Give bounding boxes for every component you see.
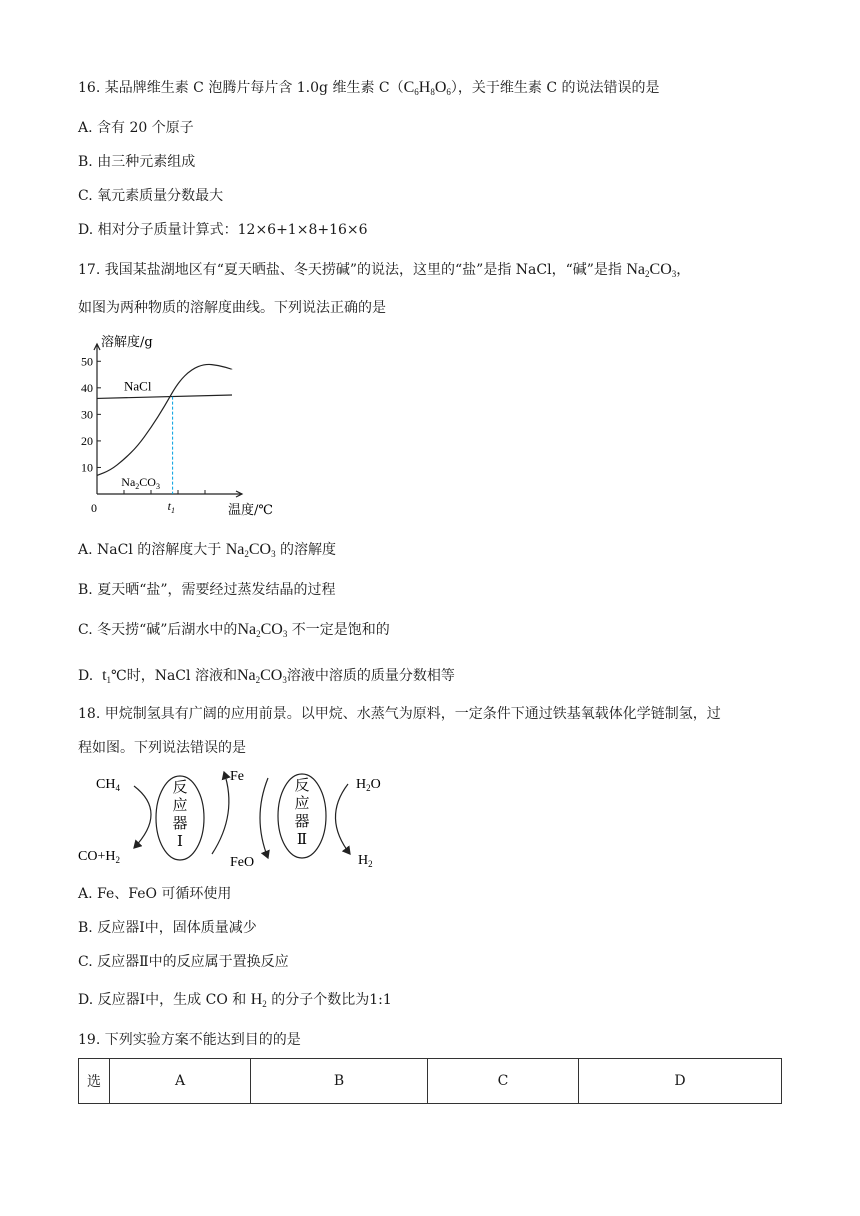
q18-stem-line1: 18. 甲烷制氢具有广阔的应用前景。以甲烷、水蒸气为原料，一定条件下通过铁基氧载体化学链制氢，过 [78,706,721,722]
q17-option-a-pre: A. NaCl 的溶解度大于 [78,542,222,558]
q16-stem-b: ），关于维生素 C 的说法错误的是 [450,80,660,96]
q18-option-a: A. Fe、FeO 可循环使用 [78,886,232,902]
q17-option-a-post: 的溶解度 [280,542,337,558]
arc-mid-bottom [260,778,268,858]
q17-stem-line1-a: 17. 我国某盐湖地区有“夏天晒盐、冬天捞碱”的说法，这里的“盐”是指 NaCl，“碱”是指 [78,262,622,278]
chart-labels [81,334,273,518]
q17-option-b: B. 夏天晒“盐”，需要经过蒸发结晶的过程 [78,582,336,598]
label-fe: Fe [230,769,244,784]
q16-option-b: B. 由三种元素组成 [78,154,196,170]
x-tick-label-sub: 1 [170,506,175,515]
label-ch4: $CH_4$ [96,777,120,793]
q17-option-c [78,620,390,644]
table-header-cell: C [428,1059,579,1104]
q18-option-c: C. 反应器Ⅱ中的反应属于置换反应 [78,954,289,970]
reactor-1-label [172,778,187,850]
series-label-part: CO [139,475,156,490]
series-label-na2co3: $Na_2CO_3$ [121,475,160,492]
chart-series [97,364,232,494]
solubility-chart [72,330,302,530]
series-nacl-line [97,395,232,398]
reactor-label-char: 反 [172,778,188,796]
y-tick-label: 20 [81,433,93,448]
chart-axes [94,344,242,497]
reactor-label-char: Ⅰ [177,832,183,850]
q19-stem: 19. 下列实验方案不能达到目的的是 [78,1032,301,1048]
table-header-cell: 选 [79,1059,110,1104]
q16-stem [78,78,660,102]
q18-stem-line2: 程如图。下列说法错误的是 [78,740,246,756]
reactor-label-char: 应 [172,796,188,814]
label-h2o: $H_2O$ [356,777,381,793]
q17-option-d [78,666,455,690]
x-axis-label: 温度/℃ [228,503,273,518]
q17-stem-line1-b: ， [676,262,691,278]
q18-option-d-formula: $H_2$ [250,991,267,1009]
q18-option-b: B. 反应器Ⅰ中，固体质量减少 [78,920,257,936]
series-label-sub: 2 [135,482,140,492]
q18-option-d-pre: D. 反应器Ⅰ中，生成 CO 和 [78,992,247,1008]
q17-option-a [78,540,336,564]
y-tick-label: 30 [81,407,93,422]
q17-option-d-mid: ℃时，NaCl 溶液和 [111,668,237,684]
reactor-label-char: 器 [172,814,188,832]
q17-stem-line2: 如图为两种物质的溶解度曲线。下列说法正确的是 [78,300,386,316]
table-header-cell: A [110,1059,251,1104]
table-header-cell: D [579,1059,782,1104]
label-ch4-sub: 4 [115,783,120,793]
q17-option-d-pre: D. [78,668,94,684]
q17-option-d-post: 溶液中溶质的质量分数相等 [286,668,455,684]
q17-option-c-formula: $Na_2CO_3$ [237,621,288,639]
table-row [79,1059,782,1104]
q16-option-c: C. 氧元素质量分数最大 [78,188,224,204]
series-label-sub: 3 [155,482,160,492]
reactor-2-label [294,776,309,848]
x-tick-label: 0 [91,501,97,515]
q16-option-a: A. 含有 20 个原子 [78,120,194,136]
arc-mid-top [212,772,229,854]
q18-option-d [78,990,392,1014]
y-tick-label: 10 [81,460,93,475]
series-na2co3-line [97,364,232,475]
arc-right [335,784,350,854]
q19-table [78,1058,782,1104]
q18-option-d-post: 的分子个数比为1:1 [271,992,392,1008]
y-axis-label: 溶解度/g [101,335,153,350]
q17-option-c-pre: C. 冬天捞“碱”后湖水中的 [78,622,238,638]
label-feo: FeO [230,855,255,870]
reactor-label-char: Ⅱ [296,830,308,848]
x-tick-label: $t_1$ [167,499,175,515]
q16-option-d: D. 相对分子质量计算式：12×6+1×8+16×6 [78,222,368,238]
series-label-nacl: NaCl [124,378,152,394]
q17-option-a-formula: $Na_2CO_3$ [225,541,276,559]
q17-stem-line1 [78,260,690,284]
q17-option-d-t1: $t_1$ [102,667,112,685]
y-tick-label: 50 [81,354,93,369]
reactor-label-char: 反 [294,776,310,794]
table-header-cell: B [251,1059,428,1104]
y-tick-label: 40 [81,380,93,395]
q17-formula: $Na_2CO_3$ [626,261,677,279]
arc-left-in [134,786,151,848]
label-co-h2: $CO+H_2$ [78,849,120,865]
q16-formula: $C_6H_8O_6$ [403,79,451,97]
q17-option-d-formula: $Na_2CO_3$ [236,667,287,685]
reactor-label-char: 器 [294,812,310,830]
label-h2: $H_2$ [358,853,373,869]
reactor-label-char: 应 [294,794,310,812]
q17-option-c-post: 不一定是饱和的 [291,622,390,638]
q16-stem-a: 16. 某品牌维生素 C 泡腾片每片含 1.0g 维生素 C（ [78,80,404,96]
chemical-looping-diagram [72,762,392,874]
